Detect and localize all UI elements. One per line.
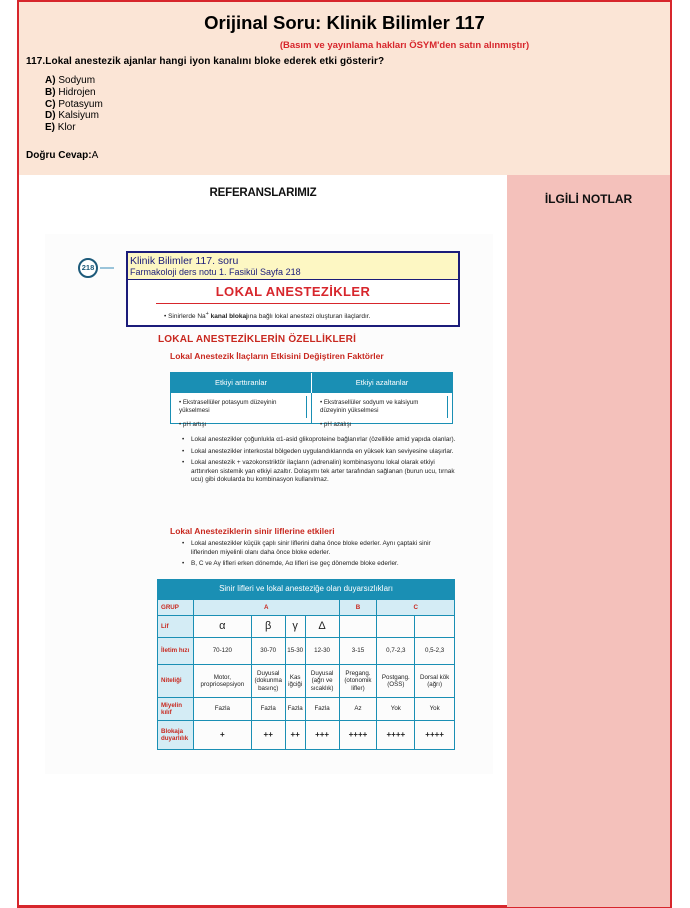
page-frame — [17, 0, 672, 908]
correct-answer — [26, 150, 98, 161]
table-cell: Pregang. (otonomik lifler) — [339, 665, 377, 698]
factor-item: • Ekstrasellüler potasyum düzeyinin yükselmesi — [175, 396, 307, 418]
fiber-row — [158, 721, 455, 750]
table-cell: ++ — [251, 721, 285, 750]
table-cell — [377, 616, 415, 638]
table-cell: ++++ — [339, 721, 377, 750]
reference-source: Farmakoloji ders notu 1. Fasikül Sayfa 218 — [130, 267, 301, 277]
reference-box — [126, 251, 460, 327]
section-heading-properties: LOKAL ANESTEZİKLERİN ÖZELLİKLERİ — [158, 334, 357, 345]
definition-bold: kanal blokaj — [208, 313, 248, 321]
fiber-row — [158, 638, 455, 665]
section-heading-fibers: Lokal Anesteziklerin sinir liflerine etkileri — [170, 526, 335, 536]
fiber-table — [157, 599, 455, 750]
table-cell: + — [193, 721, 251, 750]
table-cell: ++ — [285, 721, 305, 750]
group-a: A — [193, 600, 339, 616]
chapter-definition: • Sinirlerde Na+ kanal blokajına bağlı lokal anestezi oluşturan ilaçlardır. — [164, 311, 371, 321]
table-cell: Duyusal (dokunma basınç) — [251, 665, 285, 698]
table-cell: 15-30 — [285, 638, 305, 665]
row-label: Blokaja duyarlılık — [158, 721, 194, 750]
table-cell: Postgang. (OSS) — [377, 665, 415, 698]
reference-header — [128, 253, 458, 280]
table-cell: Dorsal kök (ağrı) — [415, 665, 455, 698]
fiber-bullets — [181, 540, 456, 572]
bullet-item: • B, C ve Aγ lifleri erken dönemde, Aα lifleri ise geç dönemde bloke ederler. — [181, 560, 456, 569]
option-e — [45, 122, 103, 134]
table-cell: Fazla — [193, 698, 251, 721]
bullet-item: • Lokal anestezikler küçük çaplı sinir liflerini daha önce bloke ederler. Aynı çaptaki sinir liflerinden miyelinli olanı daha önce bloke ederler. — [181, 540, 456, 557]
row-label: Niteliği — [158, 665, 194, 698]
table-cell: Duyusal (ağrı ve sıcaklık) — [305, 665, 339, 698]
table-cell: +++ — [305, 721, 339, 750]
table-cell — [339, 616, 377, 638]
section-heading-factors: Lokal Anestezik İlaçların Etkisini Değiştiren Faktörler — [170, 351, 384, 361]
group-b: B — [339, 600, 377, 616]
table-cell: ++++ — [377, 721, 415, 750]
table-cell: 70-120 — [193, 638, 251, 665]
option-text: Hidrojen — [58, 86, 96, 98]
textbook-page-image — [45, 234, 493, 774]
table-cell: α — [193, 616, 251, 638]
table-cell: Kas iğciği — [285, 665, 305, 698]
option-b — [45, 87, 103, 99]
option-text: Kalsiyum — [58, 110, 99, 122]
row-label: Lif — [158, 616, 194, 638]
badge-connector — [100, 267, 114, 269]
option-letter: B) — [45, 86, 56, 98]
table-cell: Fazla — [305, 698, 339, 721]
table-cell: γ — [285, 616, 305, 638]
table-cell: 12-30 — [305, 638, 339, 665]
option-letter: E) — [45, 122, 55, 134]
option-letter: A) — [45, 75, 56, 86]
notes-title: İLGİLİ NOTLAR — [544, 192, 633, 206]
table-cell: Motor, propriosepsiyon — [193, 665, 251, 698]
factor-head-increase: Etkiyi arttıranlar — [171, 373, 312, 393]
definition-sup: + — [205, 311, 209, 317]
question-text: 117.Lokal anestezik ajanlar hangi iyon kanalını bloke ederek etki gösterir? — [26, 56, 385, 67]
bullet-item: • Lokal anestezikler interkostal bölgeden uygulandıklarında en yüksek kan seviyesine ulaşırlar. — [181, 448, 456, 457]
factor-table-body — [171, 393, 452, 428]
definition-pre: Sinirlerde Na — [168, 313, 206, 321]
table-cell: Yok — [415, 698, 455, 721]
table-cell: β — [251, 616, 285, 638]
table-cell — [415, 616, 455, 638]
answer-label: Doğru Cevap: — [26, 150, 92, 161]
definition-post: ına bağlı lokal anestezi oluşturan ilaçlardır. — [247, 313, 371, 321]
notes-column — [507, 175, 670, 907]
fiber-table-title: Sinir lifleri ve lokal anesteziğe olan duyarsızlıkları — [157, 579, 455, 599]
copyright-notice: (Basım ve yayınlama hakları ÖSYM'den satın alınmıştır) — [279, 40, 530, 51]
table-cell: Yok — [377, 698, 415, 721]
references-title: REFERANSLARIMIZ — [209, 187, 317, 199]
option-a — [45, 75, 103, 87]
chapter-title: LOKAL ANESTEZİKLER — [215, 284, 371, 299]
option-letter: D) — [45, 110, 56, 122]
factor-increase-list — [171, 393, 312, 428]
chapter-title-rule — [156, 303, 450, 304]
factor-table — [170, 372, 453, 428]
group-label: GRUP — [158, 600, 194, 616]
fiber-group-row — [158, 600, 455, 616]
answer-value: A — [91, 150, 99, 161]
option-c — [45, 99, 103, 111]
table-cell: Fazla — [251, 698, 285, 721]
factor-decrease-list — [312, 393, 452, 428]
table-cell: 30-70 — [251, 638, 285, 665]
option-text: Potasyum — [58, 98, 103, 110]
question-box — [19, 2, 670, 175]
factor-item: • Ekstrasellüler sodyum ve kalsiyum düzeyinin yükselmesi — [316, 396, 448, 418]
table-cell: 3-15 — [339, 638, 377, 665]
option-letter: C) — [45, 98, 56, 110]
option-text: Sodyum — [58, 75, 96, 86]
fiber-row — [158, 698, 455, 721]
row-label: İletim hızı — [158, 638, 194, 665]
factor-table-header — [171, 373, 452, 393]
table-cell: 0,5-2,3 — [415, 638, 455, 665]
bullet-item: • Lokal anestezik + vazokonstriktör ilaçların (adrenalin) kombinasyonu lokal olarak etkiyi arttırırken sistemik yan etkiyi azaltır. Dolaşımı tek arter tarafından sağlanan (burun ucu, tırnak ucu) gibi dokularda bu kombinasyon kullanılmaz. — [181, 459, 456, 485]
fiber-row — [158, 616, 455, 638]
answer-options — [45, 75, 103, 134]
factor-item: • pH azalışı — [320, 421, 352, 428]
factor-item: • pH artışı — [179, 421, 207, 428]
reference-question: Klinik Bilimler 117. soru — [130, 255, 239, 267]
factor-head-decrease: Etkiyi azaltanlar — [355, 378, 409, 387]
option-d — [45, 110, 103, 122]
table-cell: Fazla — [285, 698, 305, 721]
option-text: Klor — [57, 122, 76, 134]
table-cell: ++++ — [415, 721, 455, 750]
row-label: Miyelin kılıf — [158, 698, 194, 721]
table-cell: Az — [339, 698, 377, 721]
question-title: Orijinal Soru: Klinik Bilimler 117 — [204, 12, 485, 33]
page-number-badge: 218 — [78, 258, 98, 278]
table-cell: 0,7-2,3 — [377, 638, 415, 665]
table-cell: Δ — [305, 616, 339, 638]
group-c: C — [377, 600, 455, 616]
fiber-row — [158, 665, 455, 698]
properties-bullets — [181, 436, 456, 488]
bullet-item: • Lokal anestezikler çoğunlukla α1-asid glikoproteine bağlanırlar (özellikle amid yapıda olanlar). — [181, 436, 456, 445]
